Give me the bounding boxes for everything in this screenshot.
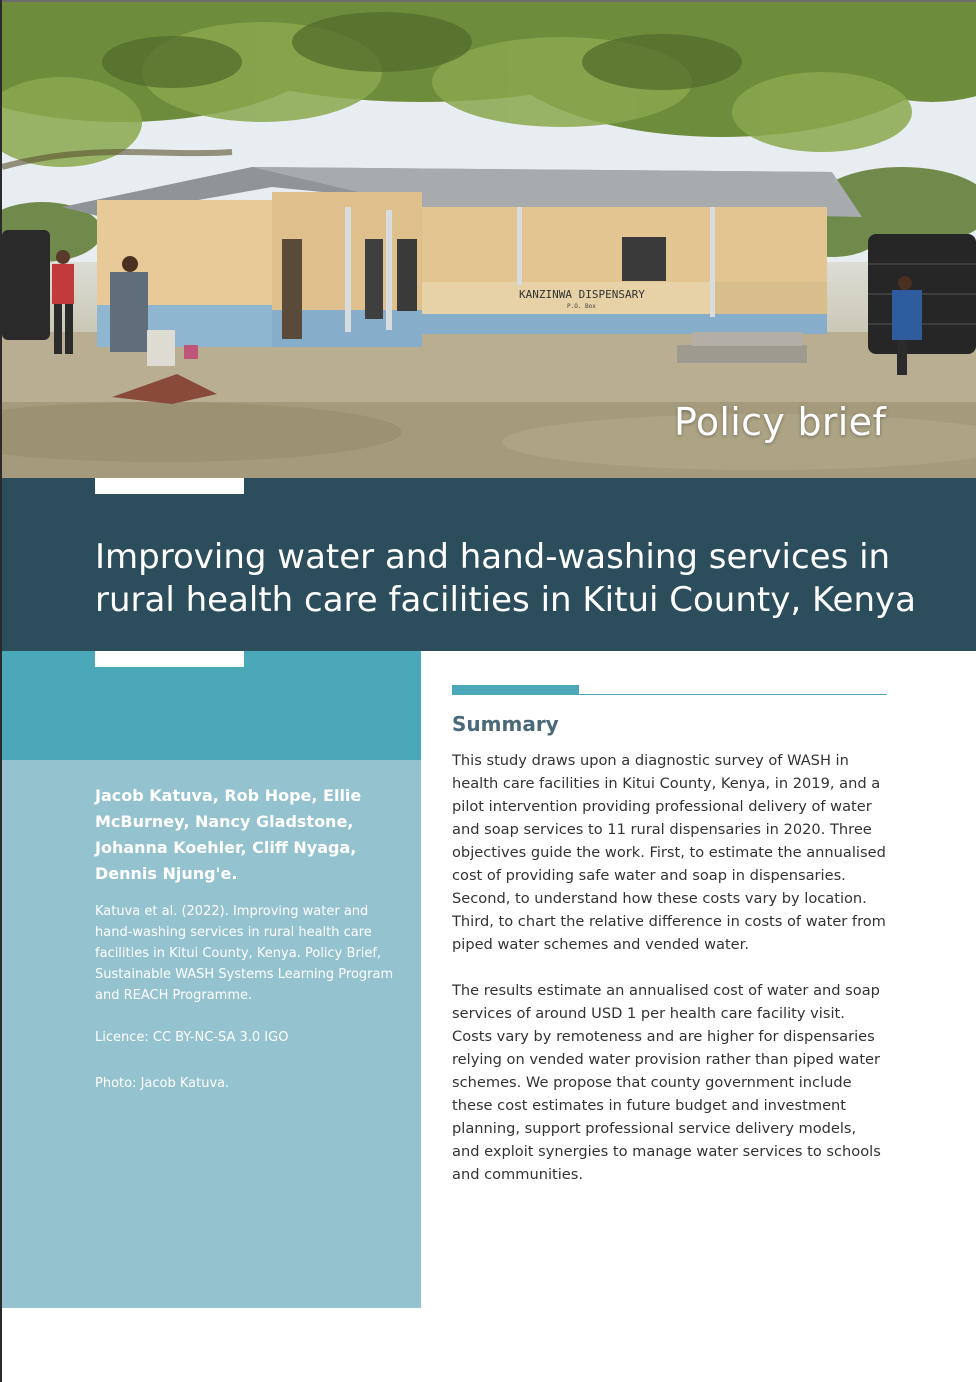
page-edge-left [0,0,2,1382]
authors: Jacob Katuva, Rob Hope, Ellie McBurney, Nancy Gladstone, Johanna Koehler, Cliff Nyaga, Dennis Njung'e. [95,786,362,883]
summary-paragraph-1: This study draws upon a diagnostic survey of WASH in health care facilities in Kitui County, Kenya, in 2019, and a pilot intervention providing professional delivery of water and soap services to 11 rural dispensaries in 2020. Three objectives guide the work. First, to estimate the annualised cost of providing safe water and soap in dispensaries. Second, to understand how these costs vary by location. Third, to chart the relative difference in costs of water from piped water schemes and vended water. [452,752,886,953]
accent-bar-bottom [95,651,244,667]
page-title: Improving water and hand-washing services in rural health care facilities in Kitui County, Kenya [95,537,916,620]
dispensary-sign-subtext: P.O. Box [567,303,596,310]
summary-rule-line [579,694,887,695]
summary-paragraph-2: The results estimate an annualised cost of water and soap services of around USD 1 per health care facility visit. Costs vary by remoteness and are higher for dispensaries relying on vended water provision rather than piped water schemes. We propose that county government include these cost estimates in future budget and investment planning, support professional service delivery models, and exploit synergies to manage water services to schools and communities. [452,982,881,1183]
photo-credit: Photo: Jacob Katuva. [95,1076,230,1091]
cover-photo [2,2,976,478]
sidebar-top-panel [2,651,421,760]
summary-rule-accent [452,685,579,695]
citation: Katuva et al. (2022). Improving water and hand-washing services in rural health care facilities in Kitui County, Kenya. Policy Brief, Sustainable WASH Systems Learning Program and REACH Programme. [95,904,394,1003]
summary-heading: Summary [452,712,559,736]
dispensary-sign: KANZINWA DISPENSARY [519,288,645,301]
page-edge-top [0,0,976,2]
accent-bar-top [95,478,244,494]
policy-brief-label: Policy brief [673,400,886,444]
licence: Licence: CC BY-NC-SA 3.0 IGO [95,1030,289,1045]
